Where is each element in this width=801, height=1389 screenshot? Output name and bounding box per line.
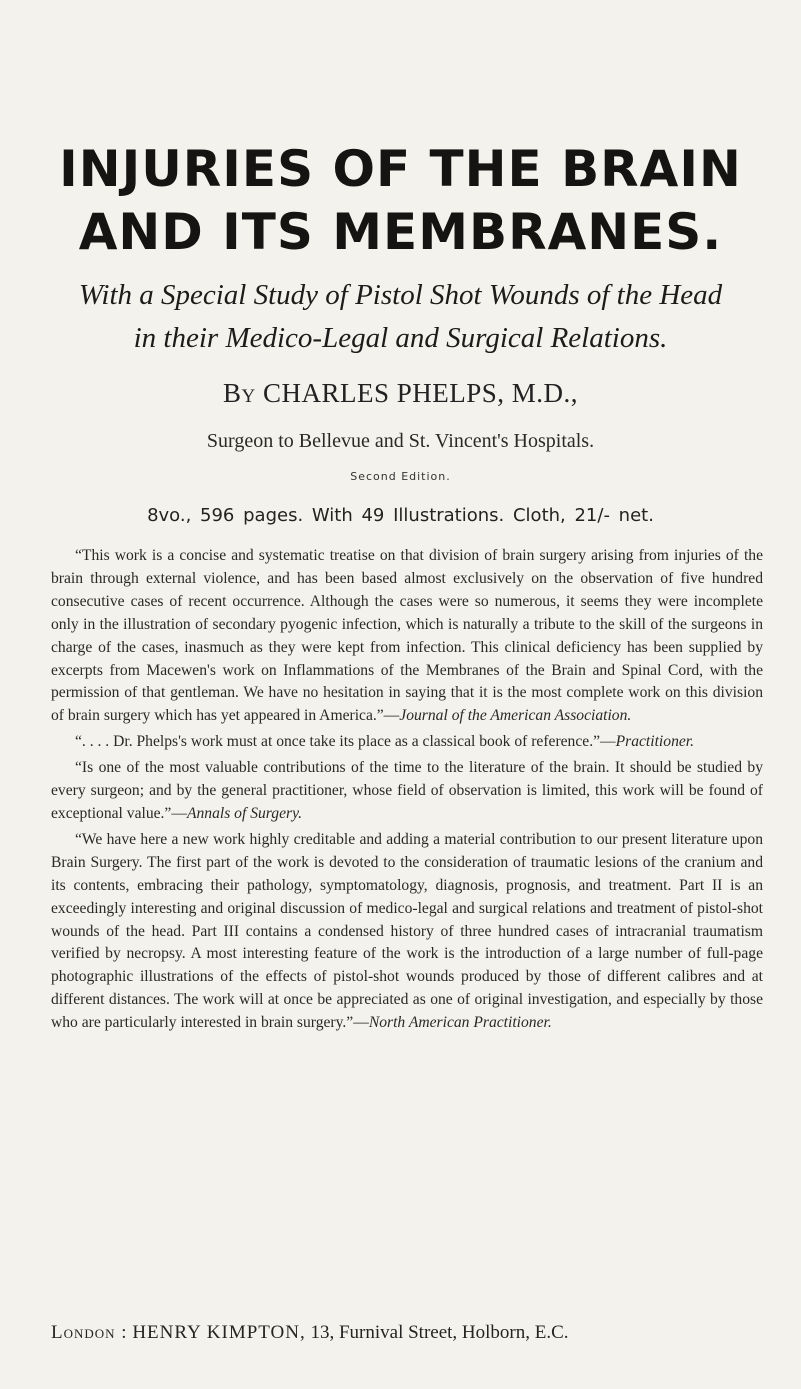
imprint-city: London : bbox=[51, 1322, 128, 1343]
subtitle-line-2: in their Medico-Legal and Surgical Relations. bbox=[133, 322, 668, 354]
imprint-publisher: HENRY KIMPTON, bbox=[132, 1322, 306, 1343]
author-line bbox=[0, 378, 801, 409]
subtitle-line-1: With a Special Study of Pistol Shot Wounds of the Head bbox=[78, 279, 723, 311]
title-line-2: AND ITS MEMBRANES. bbox=[78, 203, 723, 261]
review-text: “. . . . Dr. Phelps's work must at once take its place as a classical book of reference.”— bbox=[75, 733, 616, 751]
publisher-imprint bbox=[51, 1322, 763, 1344]
author-by: By bbox=[222, 378, 256, 408]
author-name: CHARLES PHELPS, M.D., bbox=[262, 378, 579, 408]
review-text: “Is one of the most valuable contributions of the time to the literature of the brain. It should be studied by every surgeon; and by the general practitioner, whose field of observation is limited, this work will be found of exceptional value.”— bbox=[51, 759, 763, 822]
review-source: Journal of the American Association. bbox=[399, 707, 632, 725]
review-quote bbox=[51, 731, 763, 754]
imprint-address: 13, Furnival Street, Holborn, E.C. bbox=[310, 1322, 569, 1343]
review-text: “This work is a concise and systematic treatise on that division of brain surgery arising from injuries of the brain through external violence, and has been based almost exclusively on the observation of five hundred consecutive cases of recent occurrence. Although the cases were so numerous, it seems they were incomplete only in the illustration of secondary pyogenic infection, which is naturally a tribute to the skill of the surgeons in charge of the cases, inasmuch as they were kept from infection. This clinical deficiency has been supplied by excerpts from Macewen's work on Inflammations of the Membranes of the Brain and Spinal Cord, with the permission of that gentleman. We have no hesitation in saying that it is the most complete work on this division of brain surgery which has yet appeared in America.”— bbox=[51, 547, 763, 725]
review-source: Annals of Surgery. bbox=[186, 804, 303, 822]
publication-info: 8vo., 596 pages. With 49 Illustrations. Cloth, 21/- net. bbox=[147, 505, 654, 526]
edition-label: Second Edition. bbox=[350, 470, 451, 483]
review-source: Practitioner. bbox=[615, 733, 695, 751]
review-quote bbox=[51, 757, 763, 826]
reviews-section bbox=[51, 545, 763, 1038]
author-role: Surgeon to Bellevue and St. Vincent's Hospitals. bbox=[206, 430, 595, 452]
title-line-1: INJURIES OF THE BRAIN bbox=[59, 140, 742, 198]
review-text: “We have here a new work highly creditable and adding a material contribution to our present literature upon Brain Surgery. The first part of the work is devoted to the consideration of traumatic lesions of the cranium and its contents, embracing their pathology, symptomatology, diagnosis, prognosis, and treatment. Part II is an exceedingly interesting and original discussion of medico-legal and surgical relations and treatment of pistol-shot wounds of the head. Part III contains a condensed history of three hundred cases of intracranial traumatism verified by necropsy. A most interesting feature of the work is the introduction of a large number of full-page photographic illustrations of the effects of pistol-shot wounds produced by those of different calibres and at different distances. The work will at once be appreciated as one of original investigation, and especially by those who are particularly interested in brain surgery.”— bbox=[51, 830, 763, 1032]
review-quote bbox=[51, 545, 763, 728]
review-quote bbox=[51, 829, 763, 1035]
review-source: North American Practitioner. bbox=[368, 1014, 552, 1032]
